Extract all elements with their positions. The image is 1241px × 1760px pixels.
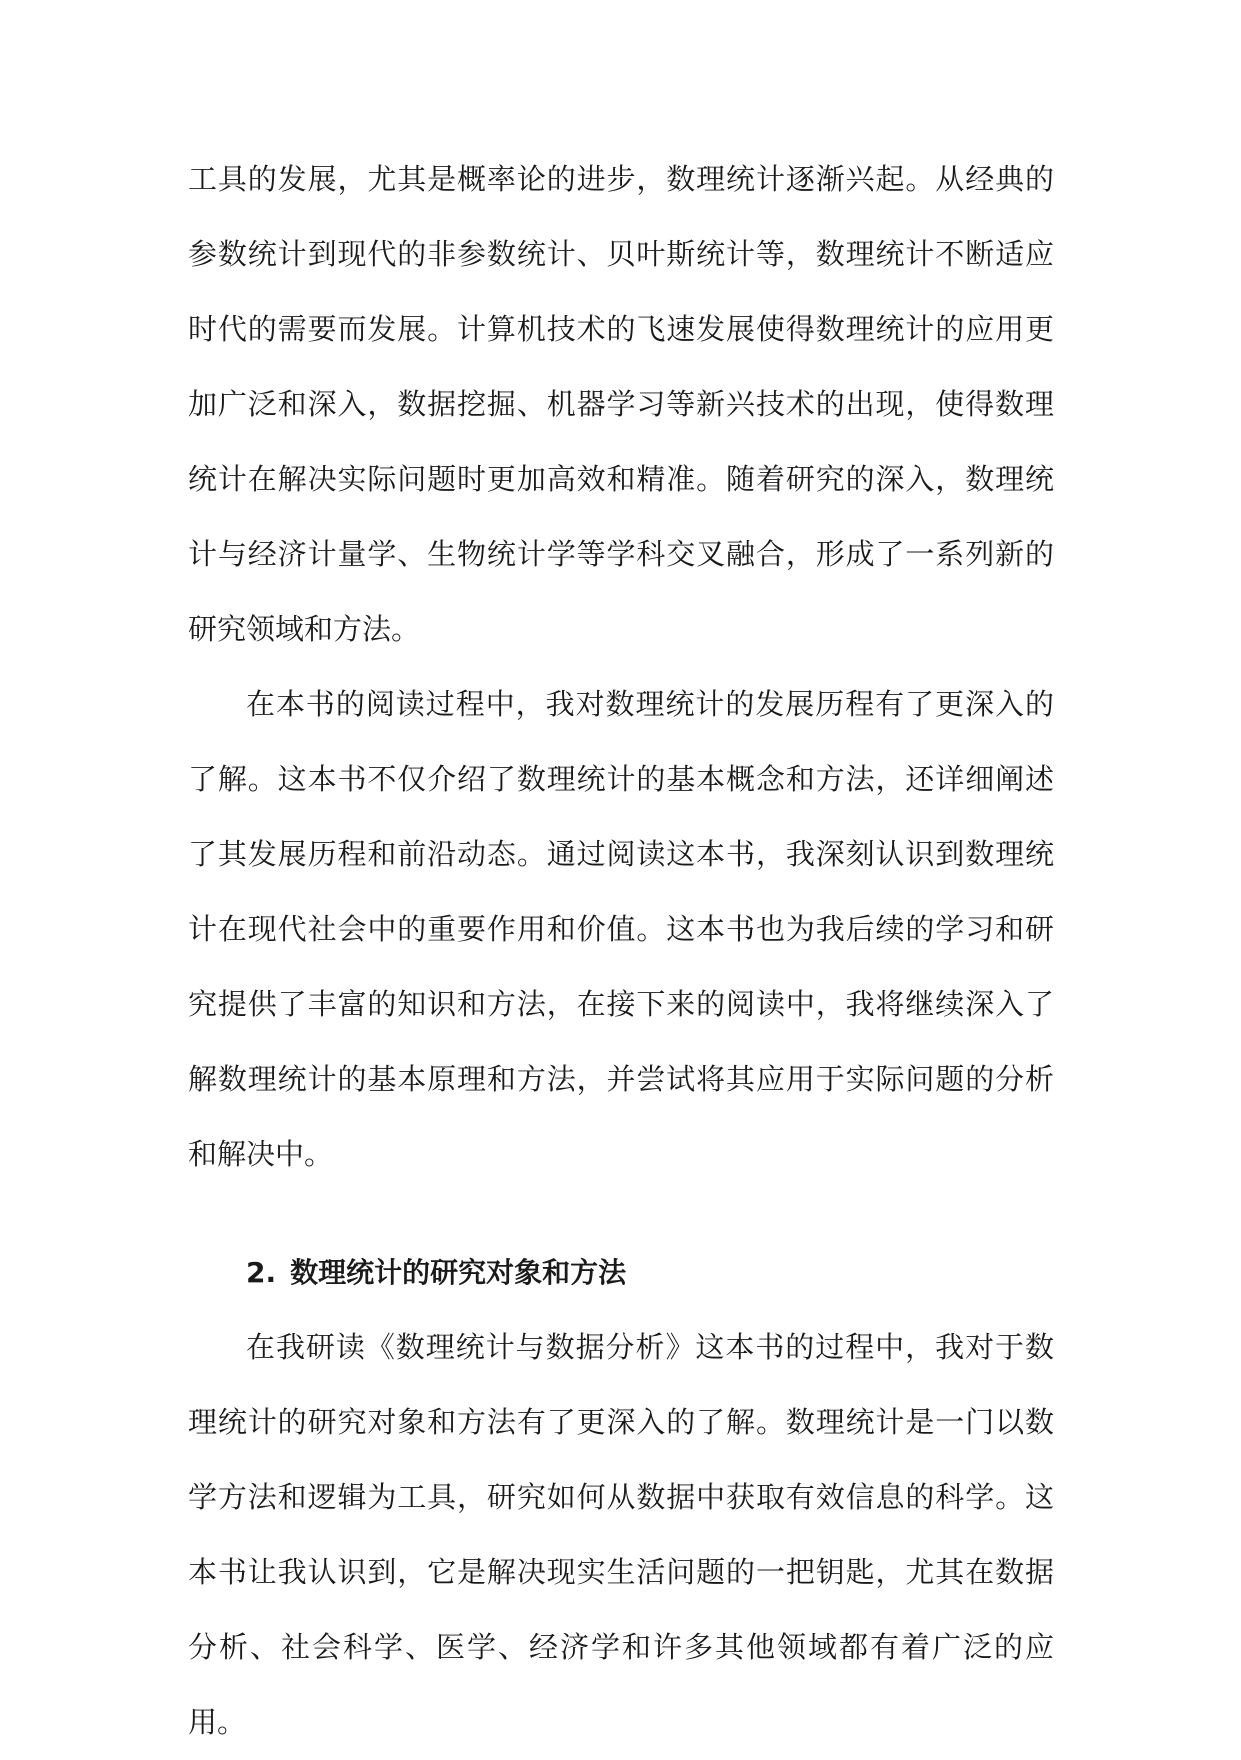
paragraph-section-2: 在我研读《数理统计与数据分析》这本书的过程中，我对于数理统计的研究对象和方法有了更深入的了解。数理统计是一门以数学方法和逻辑为工具，研究如何从数据中获取有效信息的科学。这本书让我认识到，它是解决现实生活问题的一把钥匙，尤其在数据分析、社会科学、医学、经济学和许多其他领域都有着广泛的应用。 <box>188 1330 1054 1739</box>
paragraph-reading-process: 在本书的阅读过程中，我对数理统计的发展历程有了更深入的了解。这本书不仅介绍了数理统计的基本概念和方法，还详细阐述了其发展历程和前沿动态。通过阅读这本书，我深刻认识到数理统计在现代社会中的重要作用和价值。这本书也为我后续的学习和研究提供了丰富的知识和方法，在接下来的阅读中，我将继续深入了解数理统计的基本原理和方法，并尝试将其应用于实际问题的分析和解决中。 <box>188 687 1054 1171</box>
section-heading <box>188 1235 1054 1310</box>
document-body <box>188 142 1054 1760</box>
section-title: 数理统计的研究对象和方法 <box>290 1256 627 1289</box>
section-number: 2. <box>246 1256 277 1289</box>
paragraph-continued: 工具的发展，尤其是概率论的进步，数理统计逐渐兴起。从经典的参数统计到现代的非参数统计、贝叶斯统计等，数理统计不断适应时代的需要而发展。计算机技术的飞速发展使得数理统计的应用更加广泛和深入，数据挖掘、机器学习等新兴技术的出现，使得数理统计在解决实际问题时更加高效和精准。随着研究的深入，数理统计与经济计量学、生物统计学等学科交叉融合，形成了一系列新的研究领域和方法。 <box>188 162 1054 646</box>
